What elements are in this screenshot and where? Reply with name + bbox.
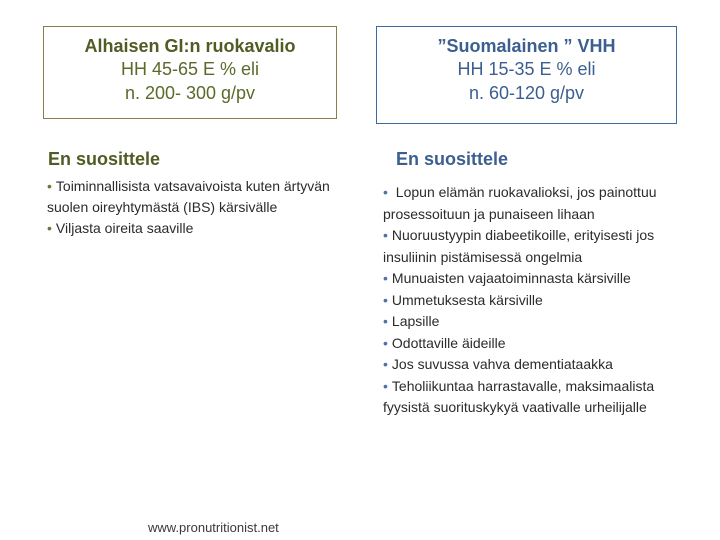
list-item-text: Odottaville äideille: [391, 334, 506, 351]
list-item-text: Teholiikuntaa harrastavalle, maksimaalista fyysistä suorituskykyä vaativalle urheilijalle: [383, 377, 655, 415]
list-item: [383, 333, 673, 355]
left-section-heading: En suosittele: [48, 149, 161, 169]
list-item: [383, 268, 673, 290]
list-item-text: Jos suvussa vahva dementiataakka: [391, 356, 613, 372]
list-item: [383, 311, 673, 333]
low-gi-diet-grams: n. 200- 300 g/pv: [124, 83, 256, 103]
finnish-lchf-box: [376, 26, 677, 124]
finnish-lchf-grams: n. 60-120 g/pv: [468, 83, 585, 103]
finnish-lchf-title: ”Suomalainen ” VHH: [437, 36, 616, 56]
list-item-text: Toiminnallisista vatsavaivoista kuten ärtyvän suolen oireyhtymästä (IBS) kärsivälle: [47, 178, 330, 215]
low-gi-diet-title: Alhaisen GI:n ruokavalio: [84, 36, 296, 56]
list-item-text: Nuoruustyypin diabeetikoille, erityisesti jos insuliinin pistämisessä ongelmia: [383, 227, 655, 265]
list-item: [383, 354, 673, 376]
list-item: [47, 176, 347, 218]
list-item-text: Ummetuksesta kärsiville: [391, 291, 543, 308]
list-item-text: Lopun elämän ruokavalioksi, jos painottuu prosessoituun ja punaiseen lihaan: [383, 184, 657, 222]
list-item-text: Lapsille: [391, 313, 440, 329]
left-not-recommended-list: [47, 176, 347, 239]
right-not-recommended-list: [383, 182, 673, 419]
low-gi-diet-box: [43, 26, 337, 119]
finnish-lchf-percent: HH 15-35 E % eli: [457, 59, 596, 79]
list-item: [47, 218, 347, 239]
list-item: [383, 376, 673, 419]
low-gi-diet-percent: HH 45-65 E % eli: [120, 59, 260, 79]
list-item: [383, 290, 673, 312]
list-item: [383, 182, 673, 225]
list-item-text: Viljasta oireita saaville: [55, 220, 194, 236]
list-item-text: Munuaisten vajaatoiminnasta kärsiville: [391, 270, 631, 286]
list-item: [383, 225, 673, 268]
footer-website-url: www.pronutritionist.net: [148, 520, 279, 535]
right-section-heading: En suosittele: [396, 149, 509, 169]
